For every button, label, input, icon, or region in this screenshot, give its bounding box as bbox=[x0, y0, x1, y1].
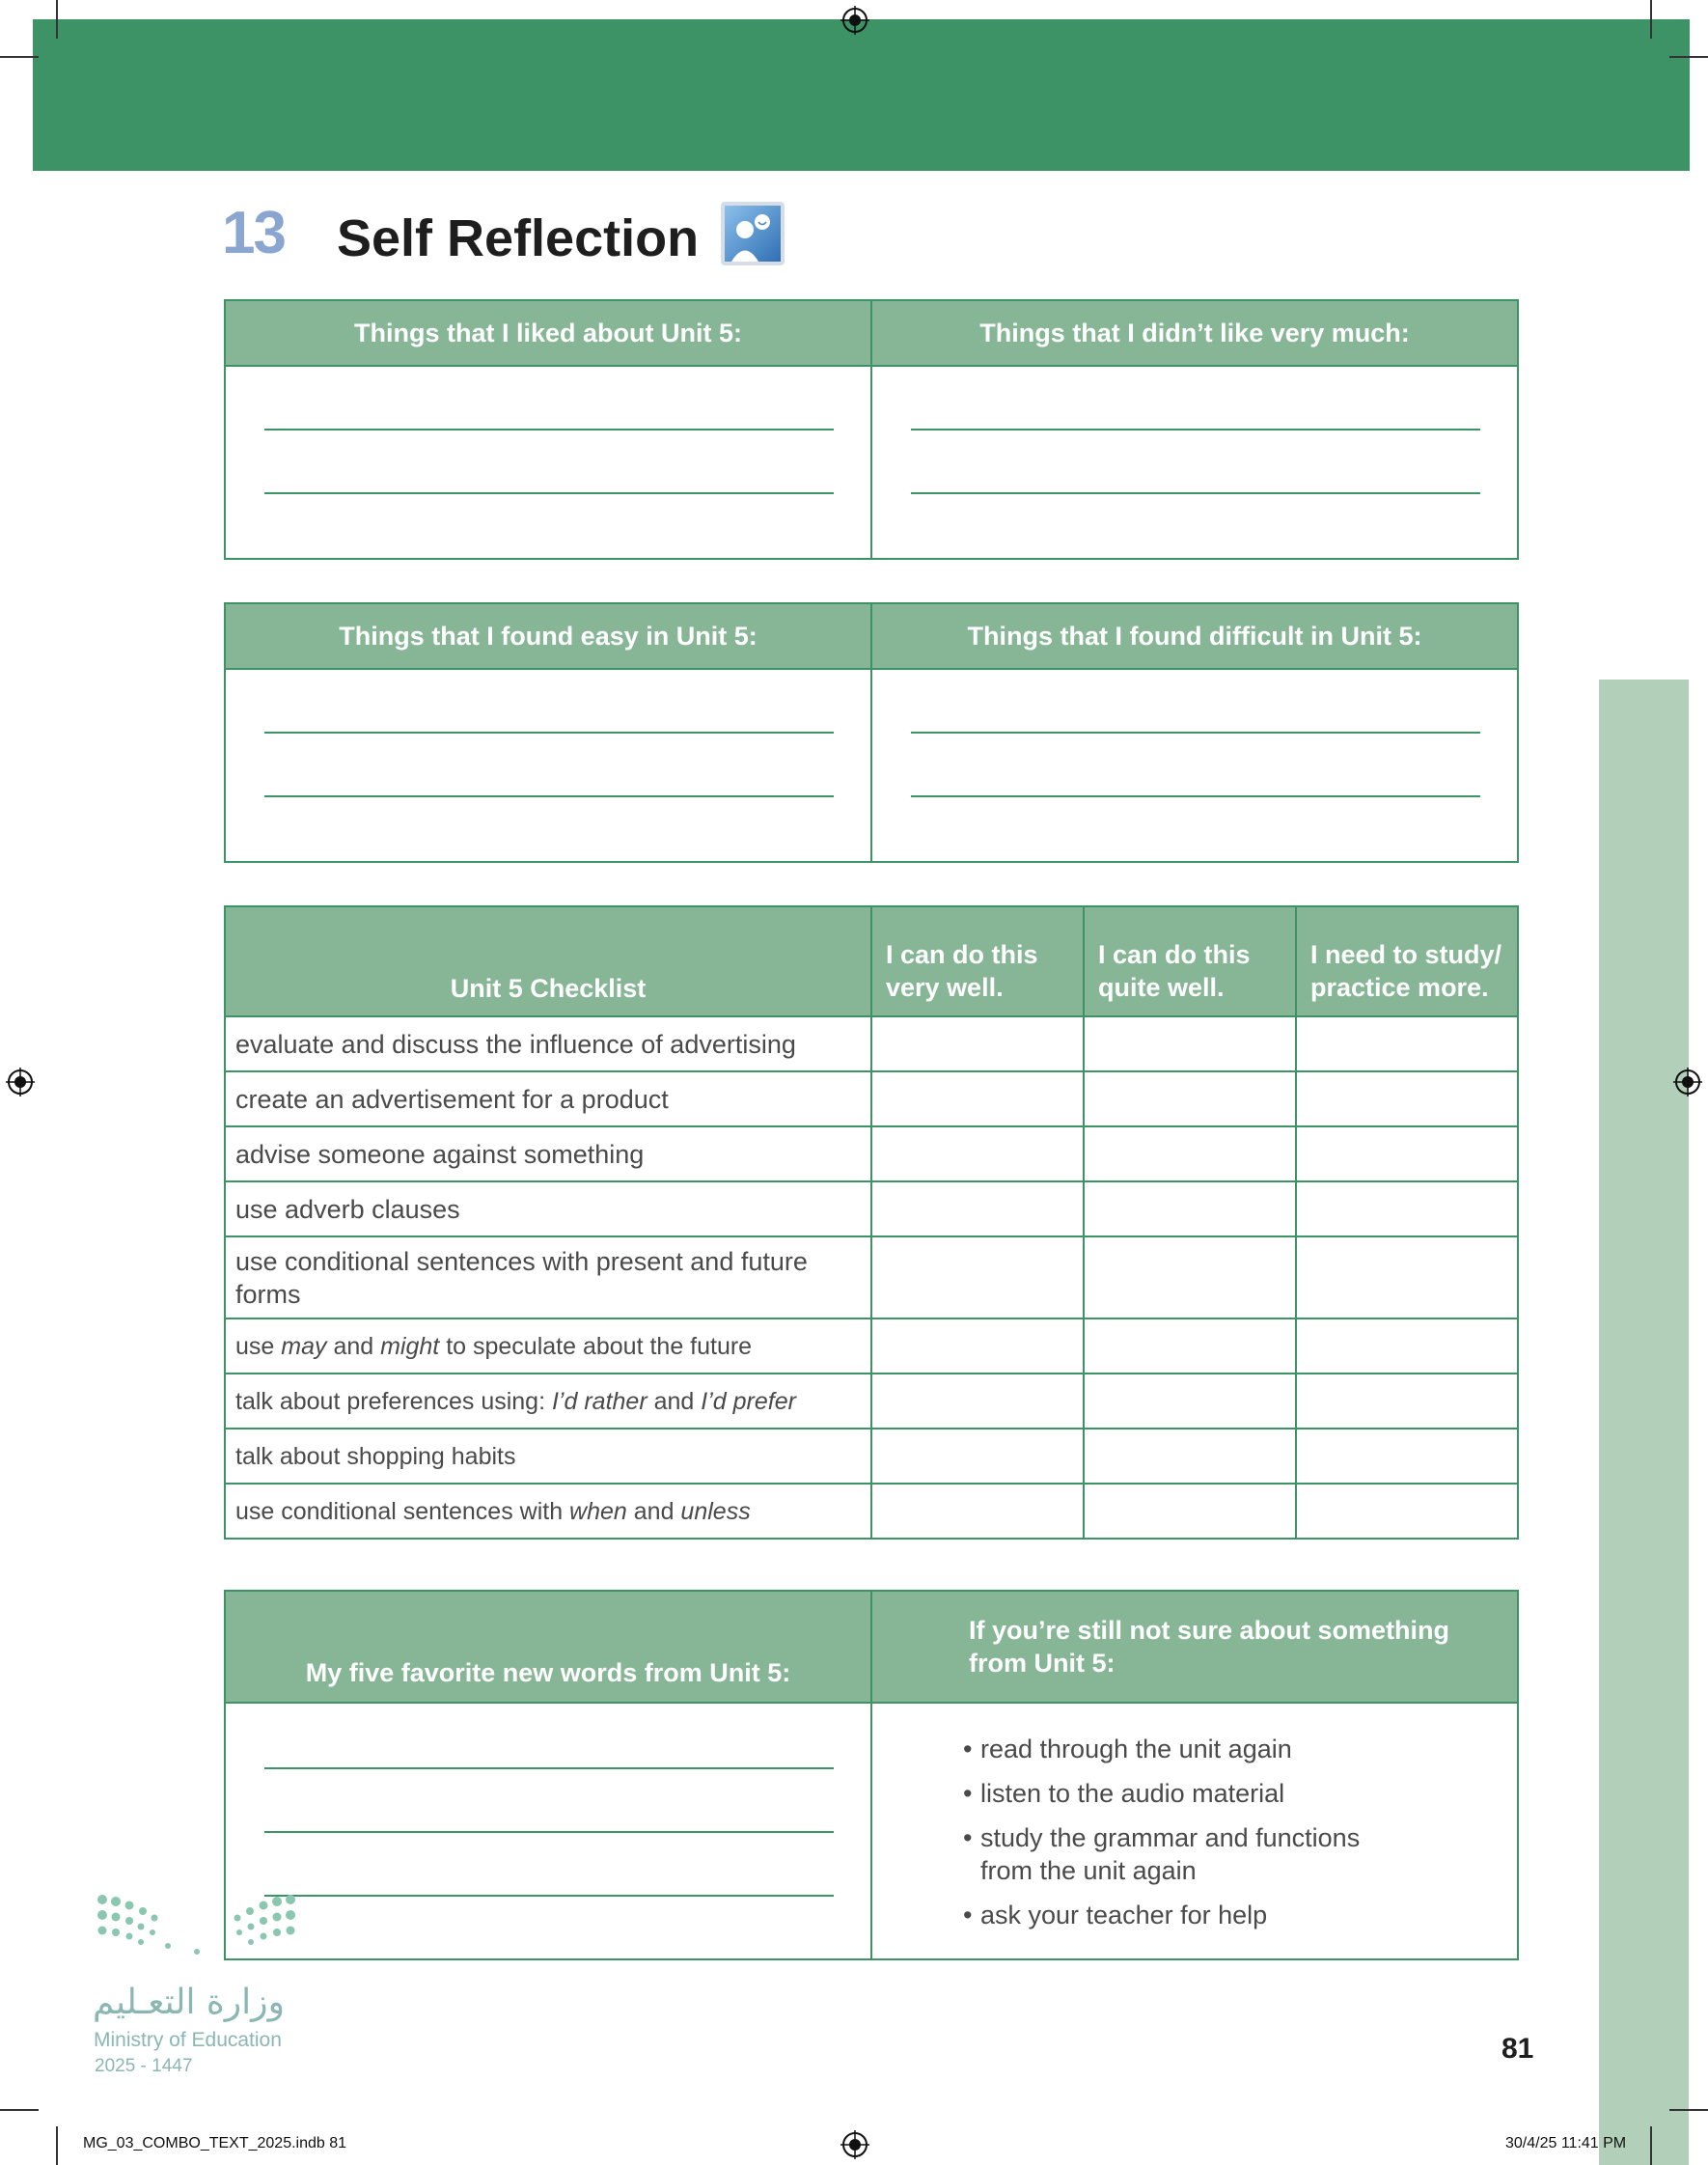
check-cell[interactable] bbox=[1084, 1016, 1296, 1071]
checklist-item: advise someone against something bbox=[225, 1126, 871, 1181]
registration-mark-icon bbox=[1673, 1068, 1702, 1096]
writing-line bbox=[264, 795, 834, 797]
checklist-row bbox=[225, 1181, 1518, 1236]
easy-answer-area[interactable] bbox=[225, 669, 871, 862]
favorite-words-header: My five favorite new words from Unit 5: bbox=[225, 1591, 871, 1703]
easy-header: Things that I found easy in Unit 5: bbox=[225, 603, 871, 669]
check-cell[interactable] bbox=[871, 1071, 1084, 1126]
check-cell[interactable] bbox=[871, 1236, 1084, 1318]
check-cell[interactable] bbox=[871, 1318, 1084, 1374]
column-label-line: I can do this bbox=[886, 940, 1038, 969]
item-text: talk about preferences using: bbox=[235, 1387, 552, 1415]
check-cell[interactable] bbox=[1296, 1126, 1518, 1181]
ministry-name-arabic: وزارة التعـليم bbox=[93, 1983, 285, 2022]
crop-mark bbox=[1650, 0, 1652, 39]
item-emphasis: when bbox=[569, 1497, 627, 1525]
check-cell[interactable] bbox=[1084, 1236, 1296, 1318]
checklist-item bbox=[225, 1484, 871, 1539]
checklist-row bbox=[225, 1126, 1518, 1181]
item-emphasis: might bbox=[380, 1332, 440, 1360]
side-strip bbox=[1599, 680, 1689, 2165]
crop-mark bbox=[0, 2109, 39, 2111]
check-cell[interactable] bbox=[1084, 1071, 1296, 1126]
check-cell[interactable] bbox=[871, 1016, 1084, 1071]
check-cell[interactable] bbox=[1296, 1181, 1518, 1236]
registration-mark-icon bbox=[6, 1068, 35, 1096]
checklist-item: talk about shopping habits bbox=[225, 1429, 871, 1484]
check-cell[interactable] bbox=[871, 1429, 1084, 1484]
column-label-line: practice more. bbox=[1310, 973, 1489, 1002]
column-very-well bbox=[871, 906, 1084, 1016]
item-emphasis: I’d prefer bbox=[701, 1387, 796, 1415]
checklist-item: use adverb clauses bbox=[225, 1181, 871, 1236]
check-cell[interactable] bbox=[1296, 1374, 1518, 1429]
check-cell[interactable] bbox=[1084, 1126, 1296, 1181]
check-cell[interactable] bbox=[1296, 1071, 1518, 1126]
check-cell[interactable] bbox=[1296, 1429, 1518, 1484]
difficult-answer-area[interactable] bbox=[871, 669, 1518, 862]
tip-item: • read through the unit again bbox=[963, 1733, 1517, 1765]
writing-line bbox=[264, 732, 834, 734]
checklist-item bbox=[225, 1318, 871, 1374]
checklist-item: evaluate and discuss the influence of advertising bbox=[225, 1016, 871, 1071]
check-cell[interactable] bbox=[871, 1181, 1084, 1236]
check-cell[interactable] bbox=[1296, 1484, 1518, 1539]
item-text: and bbox=[326, 1332, 381, 1360]
checklist-row bbox=[225, 1484, 1518, 1539]
liked-header: Things that I liked about Unit 5: bbox=[225, 300, 871, 366]
header-line: If you’re still not sure about something bbox=[969, 1616, 1450, 1645]
item-emphasis: unless bbox=[680, 1497, 751, 1525]
checklist-title: Unit 5 Checklist bbox=[225, 906, 871, 1016]
check-cell[interactable] bbox=[1296, 1016, 1518, 1071]
self-reflection-icon bbox=[720, 201, 785, 266]
check-cell[interactable] bbox=[1296, 1236, 1518, 1318]
writing-line bbox=[264, 429, 834, 430]
tips-area bbox=[871, 1703, 1518, 1959]
words-tips-table bbox=[224, 1590, 1519, 1960]
writing-line bbox=[264, 1767, 834, 1769]
page-number: 81 bbox=[1501, 2033, 1534, 2065]
writing-line bbox=[264, 1831, 834, 1833]
print-slug-file: MG_03_COMBO_TEXT_2025.indb 81 bbox=[83, 2135, 347, 2151]
writing-line bbox=[911, 429, 1480, 430]
favorite-words-area[interactable] bbox=[225, 1703, 871, 1959]
registration-mark-icon bbox=[840, 2130, 869, 2159]
difficult-header: Things that I found difficult in Unit 5: bbox=[871, 603, 1518, 669]
tip-item: • listen to the audio material bbox=[963, 1777, 1517, 1810]
check-cell[interactable] bbox=[871, 1374, 1084, 1429]
column-study-more bbox=[1296, 906, 1518, 1016]
crop-mark bbox=[1669, 2109, 1708, 2111]
check-cell[interactable] bbox=[871, 1484, 1084, 1539]
unit-checklist-table bbox=[224, 905, 1519, 1540]
print-slug-date: 30/4/25 11:41 PM bbox=[1505, 2135, 1627, 2151]
item-text: and bbox=[626, 1497, 681, 1525]
checklist-item: create an advertisement for a product bbox=[225, 1071, 871, 1126]
item-text: and bbox=[647, 1387, 702, 1415]
writing-line bbox=[264, 1895, 834, 1897]
ministry-year: 2025 - 1447 bbox=[95, 2056, 193, 2076]
check-cell[interactable] bbox=[1084, 1484, 1296, 1539]
lesson-number: 13 bbox=[222, 200, 285, 266]
checklist-row bbox=[225, 1071, 1518, 1126]
check-cell[interactable] bbox=[871, 1126, 1084, 1181]
crop-mark bbox=[1669, 56, 1708, 58]
registration-mark-icon bbox=[840, 6, 869, 35]
writing-line bbox=[911, 795, 1480, 797]
checklist-item: use conditional sentences with present and future forms bbox=[225, 1236, 871, 1318]
crop-mark bbox=[56, 0, 58, 39]
tip-item: • study the grammar and functions from the unit again bbox=[963, 1821, 1386, 1887]
checklist-row bbox=[225, 1374, 1518, 1429]
ministry-name-english: Ministry of Education bbox=[94, 2029, 282, 2051]
column-label-line: I need to study/ bbox=[1310, 940, 1502, 969]
column-quite-well bbox=[1084, 906, 1296, 1016]
ministry-logo-dots-icon bbox=[93, 1892, 305, 1979]
top-banner bbox=[33, 19, 1690, 171]
check-cell[interactable] bbox=[1084, 1181, 1296, 1236]
checklist-row bbox=[225, 1429, 1518, 1484]
easy-difficult-table bbox=[224, 602, 1519, 863]
crop-mark bbox=[0, 56, 39, 58]
column-label-line: I can do this bbox=[1098, 940, 1251, 969]
header-line: from Unit 5: bbox=[969, 1649, 1116, 1678]
check-cell[interactable] bbox=[1084, 1429, 1296, 1484]
not-sure-header bbox=[871, 1591, 1518, 1703]
item-emphasis: may bbox=[281, 1332, 327, 1360]
column-label-line: quite well. bbox=[1098, 973, 1225, 1002]
check-cell[interactable] bbox=[1296, 1318, 1518, 1374]
lesson-title: Self Reflection bbox=[337, 209, 700, 267]
liked-answer-area[interactable] bbox=[225, 366, 871, 559]
item-emphasis: I’d rather bbox=[551, 1387, 647, 1415]
check-cell[interactable] bbox=[1084, 1318, 1296, 1374]
writing-line bbox=[911, 492, 1480, 494]
item-text: to speculate about the future bbox=[439, 1332, 753, 1360]
disliked-header: Things that I didn’t like very much: bbox=[871, 300, 1518, 366]
tip-item: • ask your teacher for help bbox=[963, 1899, 1517, 1931]
item-text: use bbox=[235, 1332, 282, 1360]
column-label-line: very well. bbox=[886, 973, 1004, 1002]
crop-mark bbox=[1650, 2126, 1652, 2165]
item-text: use conditional sentences with bbox=[235, 1497, 570, 1525]
tips-list bbox=[872, 1704, 1517, 1931]
checklist-row bbox=[225, 1236, 1518, 1318]
crop-mark bbox=[56, 2126, 58, 2165]
writing-line bbox=[911, 732, 1480, 734]
disliked-answer-area[interactable] bbox=[871, 366, 1518, 559]
likes-table bbox=[224, 299, 1519, 560]
checklist-row bbox=[225, 1318, 1518, 1374]
check-cell[interactable] bbox=[1084, 1374, 1296, 1429]
writing-line bbox=[264, 492, 834, 494]
checklist-item bbox=[225, 1374, 871, 1429]
checklist-row bbox=[225, 1016, 1518, 1071]
